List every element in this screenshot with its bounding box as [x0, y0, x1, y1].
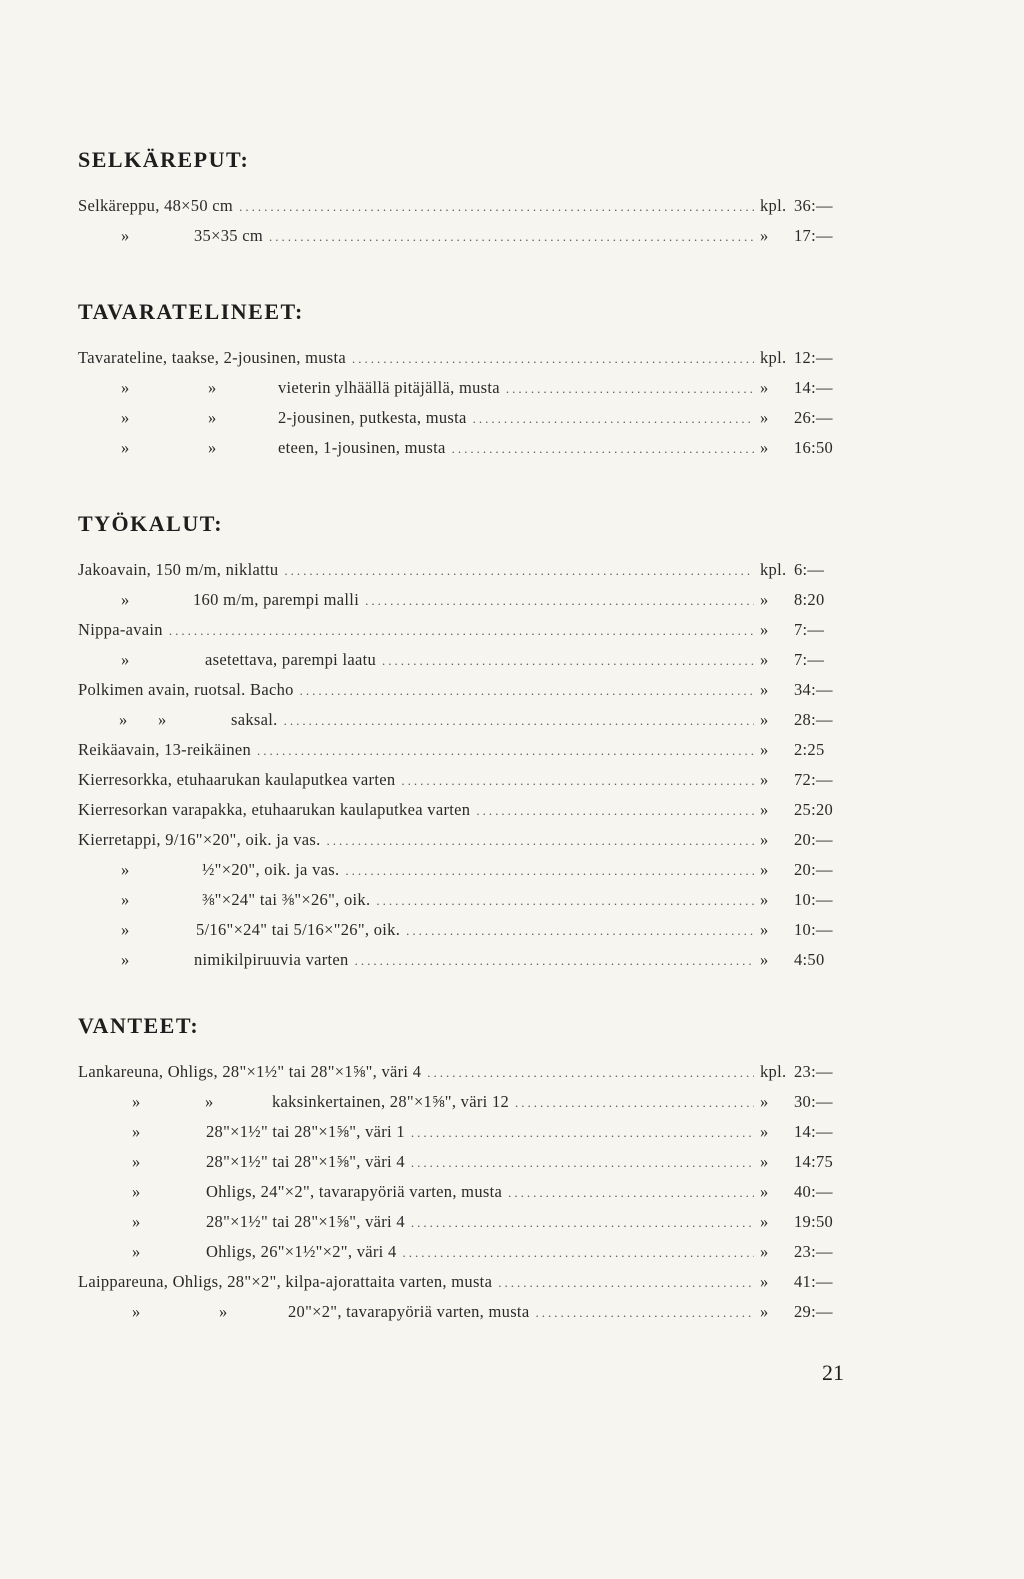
leader-dots	[411, 1118, 754, 1148]
price-row	[78, 945, 850, 975]
item-unit: »	[760, 1122, 769, 1141]
ditto-mark: »	[132, 1152, 141, 1171]
item-description: Ohligs, 24"×2", tavarapyöriä varten, musta	[206, 1182, 503, 1201]
item-description: Kierretappi, 9/16"×20", oik. ja vas.	[78, 830, 321, 849]
item-price: 40:—	[794, 1182, 833, 1201]
ditto-mark: » »	[119, 710, 167, 729]
item-description: Laippareuna, Ohligs, 28"×2", kilpa-ajorattaita varten, musta	[78, 1272, 493, 1291]
ditto-mark: »	[132, 1122, 141, 1141]
section-heading: SELKÄREPUT:	[78, 147, 250, 172]
section-heading: VANTEET:	[78, 1013, 200, 1038]
leader-dots	[411, 1208, 754, 1238]
section-tavaratelineet	[78, 297, 850, 463]
item-price: 14:—	[794, 378, 833, 397]
leader-dots	[401, 766, 754, 796]
item-description: Jakoavain, 150 m/m, niklattu	[78, 560, 279, 579]
price-row	[78, 343, 850, 373]
item-unit: »	[760, 226, 769, 245]
price-row	[78, 585, 850, 615]
item-description: ⅜"×24" tai ⅜"×26", oik.	[202, 890, 371, 909]
item-unit: kpl.	[760, 560, 787, 579]
price-row	[78, 825, 850, 855]
item-unit: »	[760, 1092, 769, 1111]
item-description: 28"×1½" tai 28"×1⅝", väri 4	[206, 1212, 405, 1231]
item-price: 28:—	[794, 710, 833, 729]
item-description: Polkimen avain, ruotsal. Bacho	[78, 680, 294, 699]
price-row	[78, 191, 850, 221]
section-heading: TYÖKALUT:	[78, 511, 224, 536]
leader-dots	[515, 1088, 754, 1118]
ditto-mark: »	[121, 226, 130, 245]
leader-dots	[411, 1148, 754, 1178]
price-row	[78, 795, 850, 825]
leader-dots	[406, 916, 754, 946]
price-row	[78, 1207, 850, 1237]
item-price: 29:—	[794, 1302, 833, 1321]
leader-dots	[508, 1178, 754, 1208]
item-unit: »	[760, 378, 769, 397]
item-price: 20:—	[794, 830, 833, 849]
page-number: 21	[822, 1360, 844, 1385]
item-price: 14:—	[794, 1122, 833, 1141]
item-unit: »	[760, 590, 769, 609]
item-unit: »	[760, 1212, 769, 1231]
item-unit: »	[760, 1242, 769, 1261]
item-description: Reikäavain, 13-reikäinen	[78, 740, 252, 759]
section-tyokalut	[78, 509, 850, 975]
price-row	[78, 855, 850, 885]
leader-dots	[376, 886, 754, 916]
price-list	[78, 555, 850, 975]
leader-dots	[535, 1298, 754, 1328]
item-description: Lankareuna, Ohligs, 28"×1½" tai 28"×1⅝", väri 4	[78, 1062, 422, 1081]
ditto-mark: » »	[121, 438, 217, 457]
leader-dots	[498, 1268, 754, 1298]
item-price: 19:50	[794, 1212, 834, 1231]
item-description: 160 m/m, parempi malli	[193, 590, 360, 609]
item-price: 8:20	[794, 590, 825, 609]
item-price: 23:—	[794, 1242, 833, 1261]
item-unit: »	[760, 620, 769, 639]
leader-dots	[169, 616, 754, 646]
ditto-mark: »	[121, 950, 130, 969]
item-price: 16:50	[794, 438, 834, 457]
price-row	[78, 555, 850, 585]
price-row	[78, 1177, 850, 1207]
item-price: 23:—	[794, 1062, 833, 1081]
ditto-mark: » »	[121, 408, 217, 427]
leader-dots	[352, 344, 754, 374]
ditto-mark: »	[121, 590, 130, 609]
price-row	[78, 645, 850, 675]
price-row	[78, 1057, 850, 1087]
item-price: 36:—	[794, 196, 833, 215]
ditto-mark: »	[121, 650, 130, 669]
leader-dots	[355, 946, 754, 976]
price-row	[78, 1117, 850, 1147]
item-description: Ohligs, 26"×1½"×2", väri 4	[206, 1242, 397, 1261]
item-unit: »	[760, 800, 769, 819]
item-description: kaksinkertainen, 28"×1⅝", väri 12	[272, 1092, 510, 1111]
item-description: 2-jousinen, putkesta, musta	[278, 408, 467, 427]
item-description: eteen, 1-jousinen, musta	[278, 438, 446, 457]
item-description: nimikilpiruuvia varten	[194, 950, 349, 969]
leader-dots	[506, 374, 754, 404]
item-price: 4:50	[794, 950, 825, 969]
price-list	[78, 191, 850, 251]
item-price: 10:—	[794, 890, 833, 909]
section-vanteet	[78, 1011, 850, 1327]
price-row	[78, 1297, 850, 1327]
price-row	[78, 915, 850, 945]
item-price: 7:—	[794, 650, 825, 669]
item-description: Kierresorkka, etuhaarukan kaulaputkea varten	[78, 770, 396, 789]
price-row	[78, 433, 850, 463]
leader-dots	[427, 1058, 754, 1088]
price-row	[78, 403, 850, 433]
leader-dots	[269, 222, 754, 252]
item-price: 14:75	[794, 1152, 834, 1171]
price-row	[78, 885, 850, 915]
item-description: Nippa-avain	[78, 620, 163, 639]
item-price: 26:—	[794, 408, 833, 427]
leader-dots	[257, 736, 754, 766]
leader-dots	[300, 676, 754, 706]
item-description: 28"×1½" tai 28"×1⅝", väri 4	[206, 1152, 405, 1171]
item-unit: kpl.	[760, 348, 787, 367]
item-price: 72:—	[794, 770, 833, 789]
item-price: 20:—	[794, 860, 833, 879]
section-heading: TAVARATELINEET:	[78, 299, 304, 324]
item-price: 34:—	[794, 680, 833, 699]
leader-dots	[452, 434, 754, 464]
price-row	[78, 221, 850, 251]
item-unit: »	[760, 1302, 769, 1321]
item-description: saksal.	[231, 710, 278, 729]
item-unit: »	[760, 438, 769, 457]
ditto-mark: » »	[132, 1092, 214, 1111]
item-description: vieterin ylhäällä pitäjällä, musta	[278, 378, 500, 397]
item-description: Tavarateline, taakse, 2-jousinen, musta	[78, 348, 347, 367]
price-row	[78, 705, 850, 735]
price-row	[78, 735, 850, 765]
ditto-mark: » »	[121, 378, 217, 397]
item-description: 28"×1½" tai 28"×1⅝", väri 1	[206, 1122, 405, 1141]
price-row	[78, 1237, 850, 1267]
item-description: 35×35 cm	[194, 226, 263, 245]
item-description: 20"×2", tavarapyöriä varten, musta	[288, 1302, 530, 1321]
ditto-mark: »	[121, 890, 130, 909]
item-unit: »	[760, 740, 769, 759]
item-price: 7:—	[794, 620, 825, 639]
item-description: ½"×20", oik. ja vas.	[202, 860, 340, 879]
ditto-mark: »	[121, 920, 130, 939]
ditto-mark: »	[132, 1242, 141, 1261]
item-unit: »	[760, 1182, 769, 1201]
item-unit: »	[760, 890, 769, 909]
price-row	[78, 1147, 850, 1177]
item-unit: »	[760, 680, 769, 699]
ditto-mark: » »	[132, 1302, 228, 1321]
leader-dots	[403, 1238, 754, 1268]
price-row	[78, 1087, 850, 1117]
ditto-mark: »	[132, 1212, 141, 1231]
leader-dots	[284, 556, 754, 586]
item-description: 5/16"×24" tai 5/16×"26", oik.	[196, 920, 401, 939]
price-list	[78, 1057, 850, 1327]
item-unit: »	[760, 830, 769, 849]
item-unit: »	[760, 650, 769, 669]
item-price: 17:—	[794, 226, 833, 245]
item-unit: kpl.	[760, 196, 787, 215]
ditto-mark: »	[121, 860, 130, 879]
item-price: 2:25	[794, 740, 825, 759]
item-description: Kierresorkan varapakka, etuhaarukan kaulaputkea varten	[78, 800, 471, 819]
item-price: 10:—	[794, 920, 833, 939]
item-price: 6:—	[794, 560, 825, 579]
item-description: asetettava, parempi laatu	[205, 650, 377, 669]
item-unit: »	[760, 770, 769, 789]
price-row	[78, 1267, 850, 1297]
leader-dots	[327, 826, 754, 856]
leader-dots	[345, 856, 754, 886]
leader-dots	[382, 646, 754, 676]
leader-dots	[476, 796, 754, 826]
price-row	[78, 765, 850, 795]
item-price: 12:—	[794, 348, 833, 367]
item-price: 41:—	[794, 1272, 833, 1291]
section-selkareput	[78, 145, 850, 251]
item-unit: »	[760, 1152, 769, 1171]
item-unit: kpl.	[760, 1062, 787, 1081]
item-unit: »	[760, 1272, 769, 1291]
price-row	[78, 675, 850, 705]
item-description: Selkäreppu, 48×50 cm	[78, 196, 234, 215]
item-unit: »	[760, 710, 769, 729]
item-unit: »	[760, 860, 769, 879]
item-unit: »	[760, 950, 769, 969]
leader-dots	[365, 586, 754, 616]
ditto-mark: »	[132, 1182, 141, 1201]
price-list	[78, 343, 850, 463]
item-unit: »	[760, 920, 769, 939]
item-unit: »	[760, 408, 769, 427]
leader-dots	[284, 706, 754, 736]
item-price: 30:—	[794, 1092, 833, 1111]
item-price: 25:20	[794, 800, 834, 819]
leader-dots	[473, 404, 754, 434]
price-row	[78, 373, 850, 403]
leader-dots	[239, 192, 754, 222]
price-row	[78, 615, 850, 645]
